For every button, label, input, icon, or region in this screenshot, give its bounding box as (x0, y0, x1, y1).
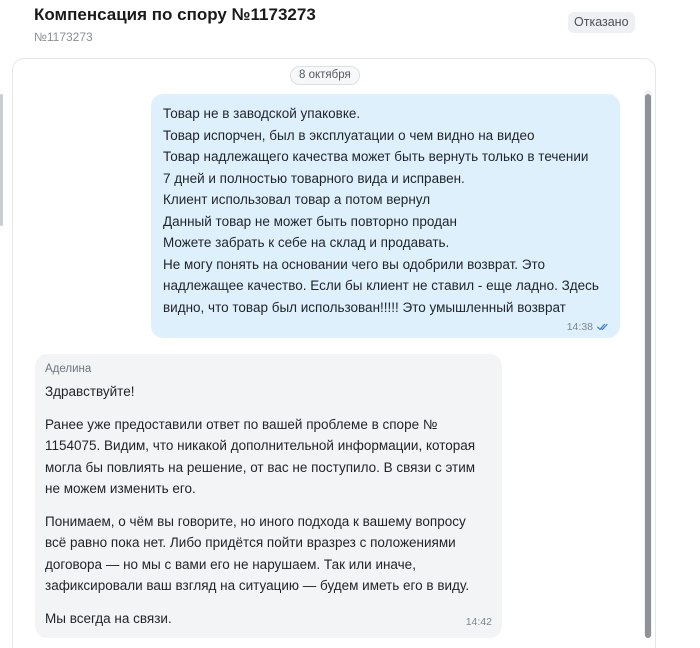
message-line: 7 дней и полностью товарного вида и исправен. (163, 170, 465, 186)
message-line: Клиент использовал товар а потом вернул (163, 192, 431, 207)
chat-scrollbar-thumb[interactable] (645, 94, 651, 638)
outgoing-message-meta (567, 321, 610, 333)
message-line: договора — но мы с вами его не нарушаем. Так или иначе, (45, 556, 416, 572)
message-line: Понимаем, о чём вы говорите, но иного подхода к вашему вопросу (45, 513, 466, 529)
message-paragraph (45, 414, 492, 500)
message-paragraph (45, 511, 492, 597)
message-line: Товар надлежащего качества может быть вернуть только в течении (163, 149, 589, 164)
message-line: всё равно пока нет. Либо придётся пойти вразрез с положениями (45, 535, 456, 550)
message-line: видно, что товар был использован!!!!! Это умышленный возврат (163, 299, 566, 315)
message-line: Ранее уже предоставили ответ по вашей проблеме в споре № (45, 416, 438, 432)
incoming-message-text (45, 381, 492, 629)
message-line: Товар не в заводской упаковке. (163, 106, 361, 121)
sender-name: Аделина (45, 363, 92, 375)
message-line: могла бы повлиять на решение, от вас не поступило. В связи с этим (45, 459, 476, 475)
double-check-icon (597, 323, 610, 331)
message-time: 14:38 (566, 321, 593, 333)
dispute-number: №1173273 (34, 30, 93, 44)
message-line: 1154075. Видим, что никакой дополнительной информации, которая (45, 438, 476, 453)
message-line: зафиксировали ваш взгляд на ситуацию — будем иметь его в виду. (45, 578, 470, 593)
incoming-message-meta (466, 616, 492, 628)
message-time: 14:42 (465, 616, 492, 628)
outgoing-message-text (163, 103, 608, 318)
dispute-header (34, 6, 640, 44)
message-line: надлежащее качество. Если бы клиент не ставил - еще ладно. Здесь (163, 278, 599, 293)
message-line: не можем изменить его. (45, 481, 196, 496)
outgoing-message (151, 94, 620, 338)
status-badge: Отказано (568, 12, 635, 33)
side-scroll-indicator (0, 94, 3, 226)
closing-line: Мы всегда на связи. (45, 610, 172, 626)
message-line: Не могу понять на основании чего вы одобрили возврат. Это (163, 256, 546, 272)
message-line: Можете забрать к себе на склад и продавать. (163, 235, 450, 250)
greeting: Здравствуйте! (45, 384, 135, 399)
date-separator: 8 октября (290, 66, 360, 85)
message-line: Данный товар не может быть повторно продан (163, 213, 457, 229)
page-title: Компенсация по спору №1173273 (34, 5, 316, 24)
incoming-message (35, 354, 502, 638)
message-line: Товар испорчен, был в эксплуатации о чем видно на видео (163, 127, 535, 143)
